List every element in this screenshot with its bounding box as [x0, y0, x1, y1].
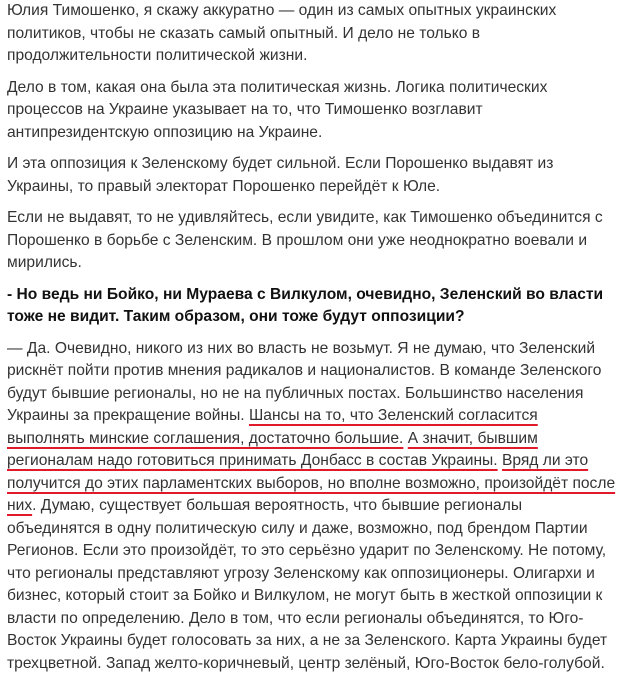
paragraph-4: Если не выдавят, то не удивляйтесь, если увидите, как Тимошенко объединится с Порошенко в борьбе с Зеленским. В прошлом они уже неоднократно воевали и мирились.: [7, 207, 619, 275]
answer-text-end: . Думаю, существует большая вероятность, что бывшие регионалы объединятся в одну политическую силу и даже, возможно, под брендом Партии Регионов. Если это произойдёт, то это серьёзно ударит по Зеленскому. Не потому, что регионалы представляют угрозу Зеленскому как оппозиционеры. Олигархи и бизнес, который стоит за Бойко и Вилкулом, не могут быть в жесткой оппозиции к власти по определению. Дело в том, что если регионалы объединятся, то Юго-Восток Украины будет голосовать за них, а не за Зеленского. Карта Украины будет трехцветной. Запад желто-коричневый, центр зелёный, Юго-Восток бело-голубой.: [7, 497, 607, 672]
highlighted-sentence-3: Вряд ли это получится до этих парламентских выборов, но вполне возможно, произойдёт после них: [7, 452, 615, 514]
answer-text-start: — Да. Очевидно, никого из них во власть не возьмут. Я не думаю, что Зеленский рискнёт пойти против мнения радикалов и националистов. В команде Зеленского будут бывшие регионалы, но не на публичных постах. Большинство населения Украины за прекращение войны.: [7, 340, 601, 425]
paragraph-2: Дело в том, какая она была эта политическая жизнь. Логика политических процессов на Украине указывает на то, что Тимошенко возглавит антипрезидентскую оппозицию на Украине.: [7, 77, 619, 145]
paragraph-1: Юлия Тимошенко, я скажу аккуратно — один из самых опытных украинских политиков, чтобы не сказать самый опытный. И дело не только в продолжительности политической жизни.: [7, 0, 619, 68]
article-body: [7, 0, 619, 675]
interview-answer: [7, 338, 619, 675]
interview-question: - Но ведь ни Бойко, ни Мураева с Вилкулом, очевидно, Зеленский во власти тоже не видит. Таким образом, они тоже будут оппозиции?: [7, 284, 619, 329]
highlighted-sentence-1: Шансы на то, что Зеленский согласится выполнять минские соглашения, достаточно большие.: [7, 407, 538, 447]
paragraph-3: И эта оппозиция к Зеленскому будет сильной. Если Порошенко выдавят из Украины, то правый электорат Порошенко перейдёт к Юле.: [7, 153, 619, 198]
highlighted-sentence-2: А значит, бывшим регионалам надо готовиться принимать Донбасс в состав Украины.: [7, 430, 538, 470]
